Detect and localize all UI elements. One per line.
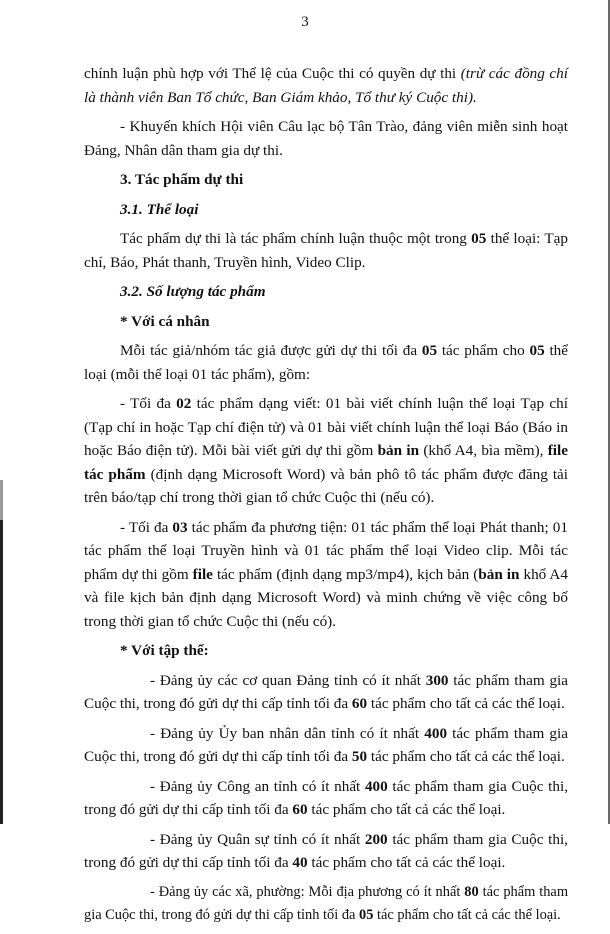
individual-heading: * Với cá nhân <box>120 312 210 330</box>
page-number: 3 <box>301 14 309 30</box>
collective-item: - Đảng ủy Quân sự tỉnh có ít nhất 200 tác phẩm tham gia Cuộc thi, trong đó gửi dự thi cấp tỉnh tối đa 40 tác phẩm cho tất cả các thể loại. <box>84 830 568 871</box>
collective-item: - Đảng ủy các xã, phường: Mỗi địa phương có ít nhất 80 tác phẩm tham gia Cuộc thi, trong đó gửi dự thi cấp tỉnh tối đa 05 tác phẩm cho tất cả các thể loại. <box>84 883 569 923</box>
collective-heading: * Với tập thể: <box>120 642 209 659</box>
document-body <box>84 62 568 934</box>
collective-item: - Đảng ủy các cơ quan Đảng tỉnh có ít nhất 300 tác phẩm tham gia Cuộc thi, trong đó gửi dự thi cấp tỉnh tối đa 60 tác phẩm cho tất cả các thể loại. <box>84 671 568 712</box>
paragraph-eligibility: chính luận phù hợp với Thể lệ của Cuộc thi có quyền dự thi (trừ các đồng chí là thành viên Ban Tổ chức, Ban Giám khảo, Tổ thư ký Cuộc thi). <box>84 65 568 106</box>
paragraph-genre: Tác phẩm dự thi là tác phẩm chính luận thuộc một trong 05 thể loại: Tạp chí, Báo, Phát thanh, Truyền hình, Video Clip. <box>84 230 568 271</box>
scan-edge-left-light <box>0 480 3 520</box>
subsection-heading-genre: 3.1. Thể loại <box>120 200 199 218</box>
section-heading-entries: 3. Tác phẩm dự thi <box>120 171 244 188</box>
collective-item: - Đảng ủy Công an tỉnh có ít nhất 400 tác phẩm tham gia Cuộc thi, trong đó gửi dự thi cấp tỉnh tối đa 60 tác phẩm cho tất cả các thể loại. <box>84 777 568 818</box>
paragraph-written-works: - Tối đa 02 tác phẩm dạng viết: 01 bài viết chính luận thể loại Tạp chí (Tạp chí in hoặc Tạp chí điện tử) và 01 bài viết chính luận thể loại Báo (Báo in hoặc Báo điện tử). Mỗi bài viết gửi dự thi gồm bản in (khổ A4, bìa mềm), file tác phẩm (định dạng Microsoft Word) và bản phô tô tác phẩm được đăng tải trên báo/tạp chí trong thời gian tổ chức Cuộc thi (nếu có). <box>84 395 569 506</box>
paragraph-encourage: - Khuyến khích Hội viên Câu lạc bộ Tân Trào, đảng viên miễn sinh hoạt Đảng, Nhân dân tham gia dự thi. <box>84 118 568 159</box>
exclusion-note: (trừ các đồng chí là thành viên Ban Tổ chức, Ban Giám khảo, Tổ thư ký Cuộc thi). <box>84 65 568 106</box>
collective-item: - Đảng ủy Ủy ban nhân dân tỉnh có ít nhất 400 tác phẩm tham gia Cuộc thi, trong đó gửi dự thi cấp tỉnh tối đa 50 tác phẩm cho tất cả các thể loại. <box>84 724 568 765</box>
paragraph-multimedia-works: - Tối đa 03 tác phẩm đa phương tiện: 01 tác phẩm thể loại Phát thanh; 01 tác phẩm thể loại Truyền hình và 01 tác phẩm thể loại Video clip. Mỗi tác phẩm dự thi gồm file tác phẩm (định dạng mp3/mp4), kịch bản (bản in khổ A4 và file kịch bản định dạng Microsoft Word) và minh chứng về việc công bố trong thời gian tổ chức Cuộc thi (nếu có). <box>84 518 568 630</box>
scan-edge-left <box>0 520 3 824</box>
paragraph-individual-limit: Mỗi tác giả/nhóm tác giả được gửi dự thi tối đa 05 tác phẩm cho 05 thể loại (mỗi thể loại 01 tác phẩm), gồm: <box>84 342 569 383</box>
subsection-heading-quantity: 3.2. Số lượng tác phẩm <box>120 283 266 300</box>
